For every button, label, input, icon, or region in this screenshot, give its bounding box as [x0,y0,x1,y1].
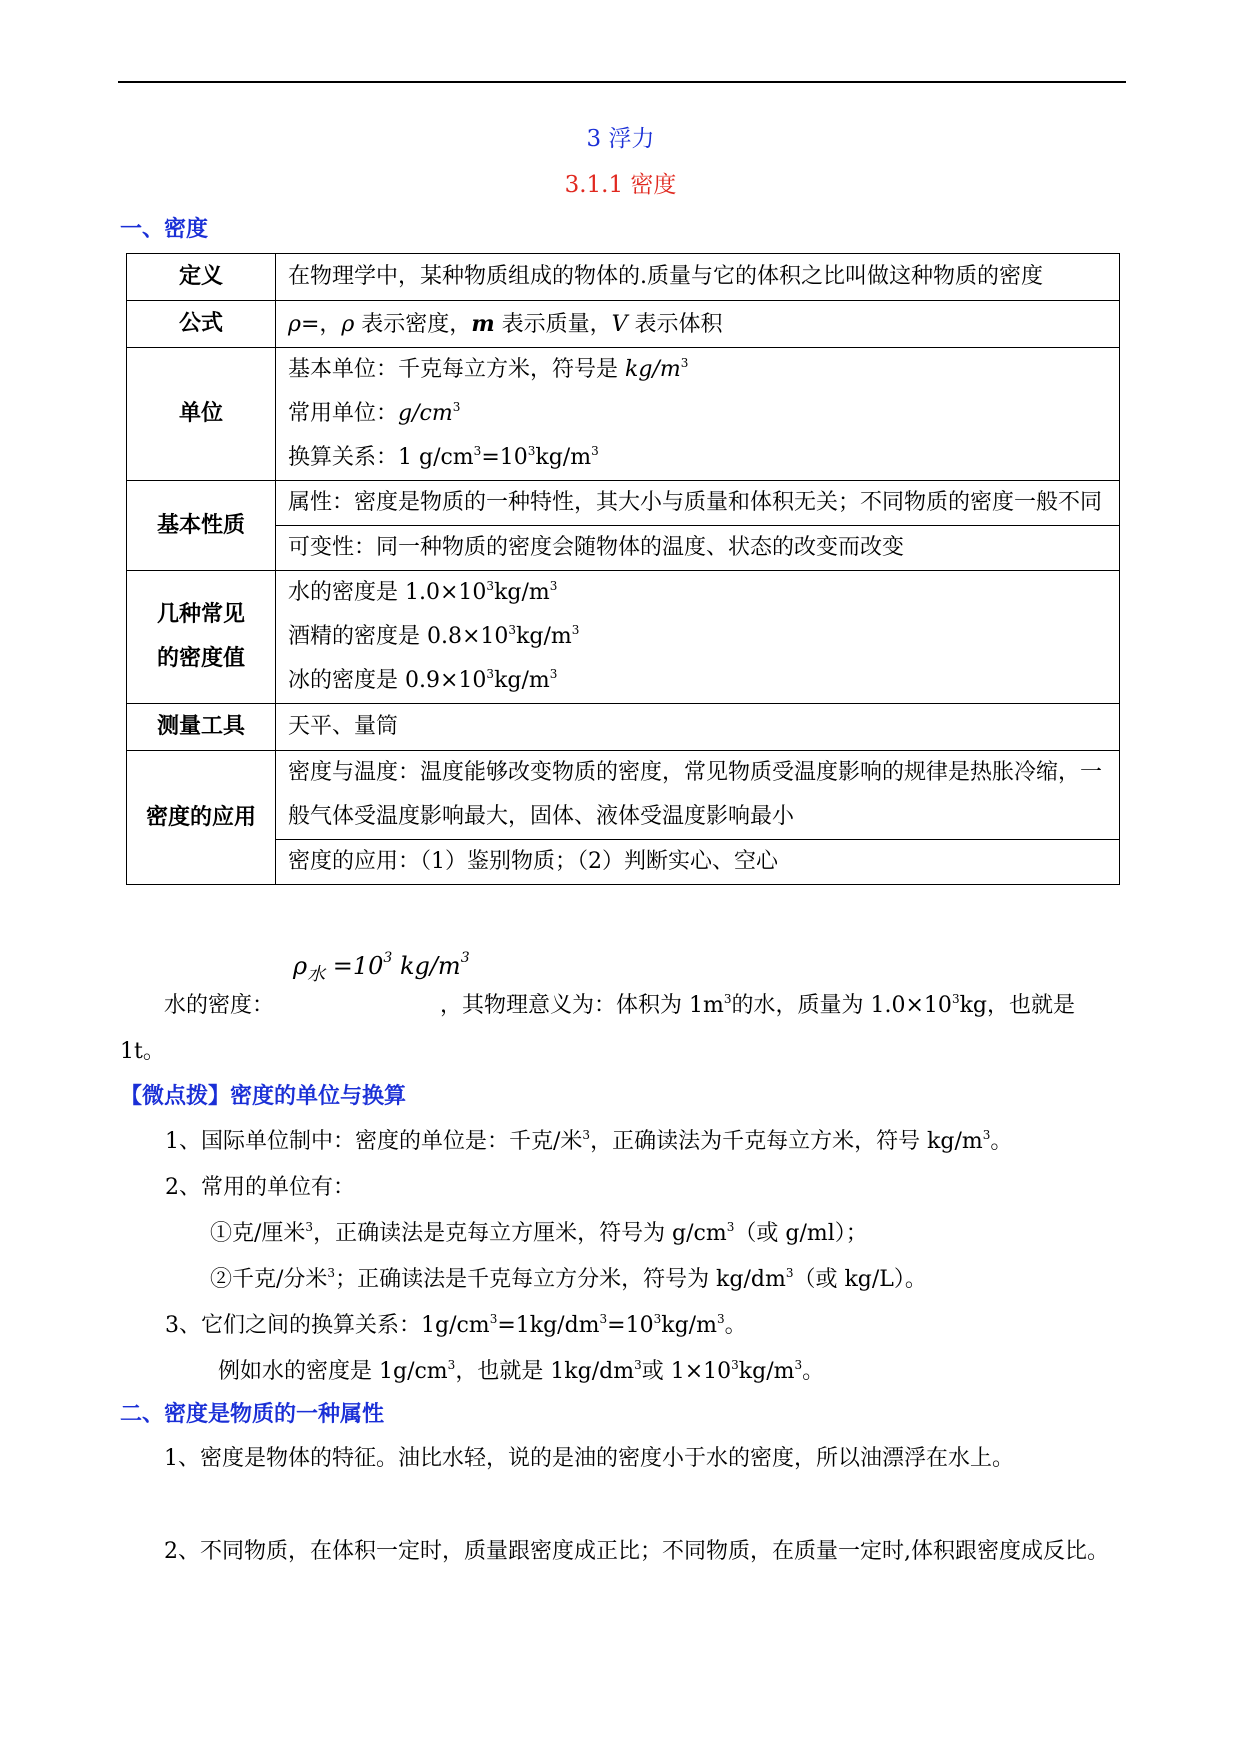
unit-line: 常用单位：$g/cm^3$ [288,400,461,426]
formula-cell: ρ=，ρ 表示密度，m 表示质量，V 表示体积 [276,301,1120,348]
tip-item: 1、国际单位制中：密度的单位是：千克/米$^3$，正确读法为千克每立方米，符号 $kg/m^3$。 [165,1128,1013,1154]
table-row [127,254,1120,301]
common-density-cell [276,571,1120,704]
row-label: 公式 [127,301,276,348]
table-row [127,840,1120,885]
property-attribute-cell: 属性：密度是物质的一种特性，其大小与质量和体积无关；不同物质的密度一般不同 [276,481,1120,526]
tip-heading: 【微点拨】密度的单位与换算 [120,1084,407,1109]
unit-cell [276,348,1120,481]
application-use-cell: 密度的应用：（1）鉴别物质；（2）判断实心、空心 [276,840,1120,885]
water-density-formula: $\rho_水 =10^3$ $kg/m^3$ [293,950,470,985]
row-label: 定义 [127,254,276,301]
tip-item: 3、它们之间的换算关系：$1g/cm^3=1kg/dm^3=10^3kg/m^3$。 [165,1312,747,1338]
table-row [127,526,1120,571]
tip-item: 例如水的密度是 $1g/cm^3$，也就是 $1kg/dm^3$或 $1\times 10^3kg/m^3$。 [218,1358,825,1384]
density-table [126,253,1120,885]
heading-density-property: 二、密度是物质的一种属性 [120,1402,385,1427]
tip-item: ①克/厘米$^3$，正确读法是克每立方厘米，符号为 $g/cm^3$（或 g/ml）； [210,1220,868,1246]
property-variability-cell: 可变性：同一种物质的密度会随物体的温度、状态的改变而改变 [276,526,1120,571]
density-line: 酒精的密度是 $0.8\times 10^3kg/m^3$ [288,623,580,649]
table-row [127,571,1120,704]
density-line: 水的密度是 $1.0\times 10^3kg/m^3$ [288,579,558,605]
row-label: 单位 [127,348,276,481]
water-density-paragraph: 水的密度： ，其物理意义为：体积为 $1m^3$的水，质量为 $1.0\times 10^3kg$，也就是 1t。 [120,992,1075,1064]
row-label: 测量工具 [127,704,276,751]
unit-line: 换算关系：1 $g/cm^3=10^3kg/m^3$ [288,444,599,470]
table-row [127,348,1120,481]
heading-density: 一、密度 [120,217,209,242]
section-title: 3.1.1 密度 [564,172,677,198]
tip-item: 2、常用的单位有： [165,1175,355,1200]
tool-cell: 天平、量筒 [276,704,1120,751]
row-label: 几种常见 的密度值 [127,571,276,704]
paragraph: 1、密度是物体的特征。油比水轻，说的是油的密度小于水的密度，所以油漂浮在水上。 [164,1446,1014,1471]
paragraph: 2、不同物质，在体积一定时，质量跟密度成正比；不同物质，在质量一定时,体积跟密度成反比。 [164,1539,1109,1564]
unit-line: 基本单位：千克每立方米，符号是 $kg/m^3$ [288,356,689,382]
chapter-title: 3 浮力 [586,126,655,152]
row-label: 基本性质 [127,481,276,571]
table-row [127,704,1120,751]
tip-item: ②千克/分米$^3$；正确读法是千克每立方分米，符号为 $kg/dm^3$（或 kg/L）。 [210,1266,927,1292]
row-label: 密度的应用 [127,751,276,885]
table-row [127,751,1120,840]
header-rule [118,81,1126,83]
density-line: 冰的密度是 $0.9\times 10^3kg/m^3$ [288,667,558,693]
application-temperature-cell: 密度与温度：温度能够改变物质的密度，常见物质受温度影响的规律是热胀冷缩，一般气体受温度影响最大，固体、液体受温度影响最小 [276,751,1120,840]
definition-cell: 在物理学中，某种物质组成的物体的.质量与它的体积之比叫做这种物质的密度 [276,254,1120,301]
table-row [127,481,1120,526]
table-row [127,301,1120,348]
